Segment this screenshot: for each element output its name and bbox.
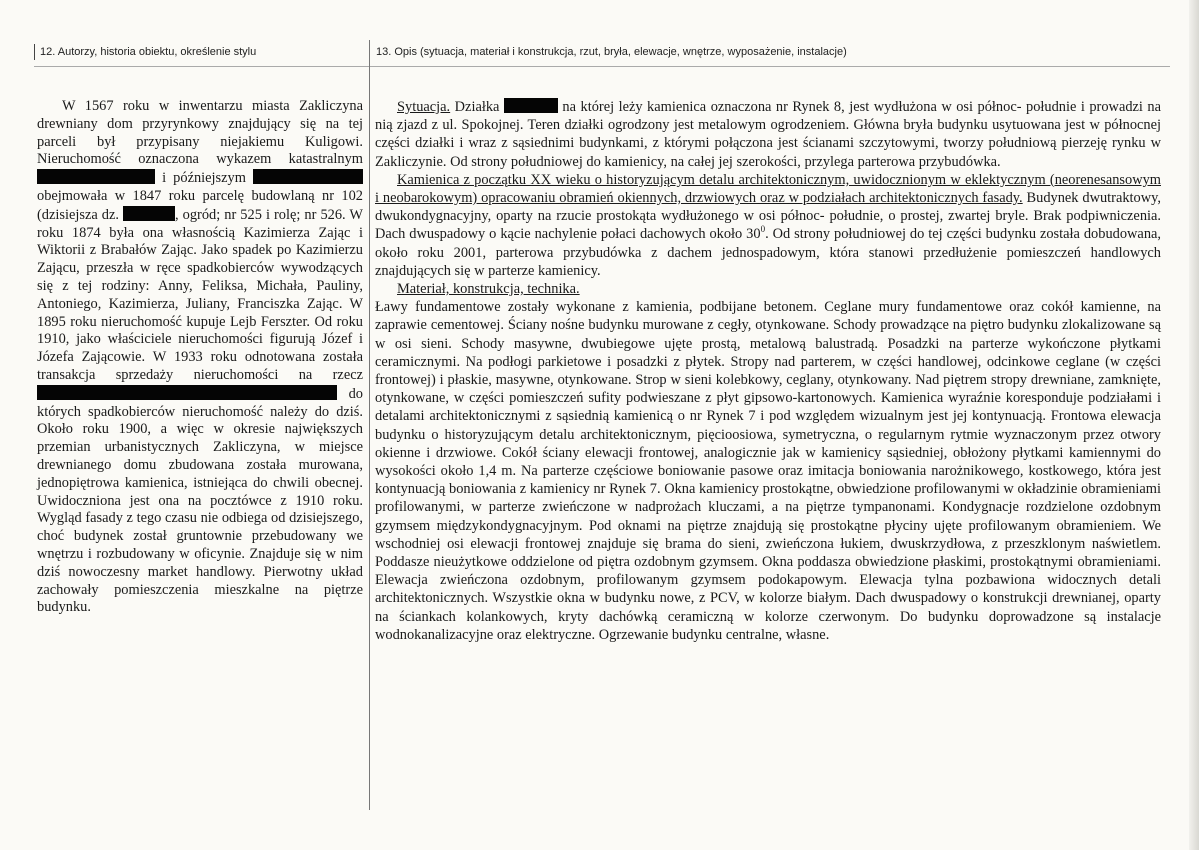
history-paragraph [37,98,363,617]
history-text-5: do których spadkobierców nieruchomość należy do dziś. Około roku 1900, a więc w okresie największych przemian urbanistycznych Zakliczyna, w miejsce drewnianego domu zbudowana została murowana, jednopiętrowa kamienica, istniejąca do chwili obecnej. Uwidoczniona jest ona na pocztówce z 1910 roku. Wygląd fasady z tego czasu nie odbiega od dzisiejszego, choć budynek został gruntownie przebudowany we wnętrzu i rozbudowany w oficynie. Znajduje się w nim dziś nowoczesny market handlowy. Pierwotny układ zachowały pomieszczenia mieszkalne na piętrze budynku. [37,385,363,616]
style-paragraph [375,171,1161,280]
redaction-box [253,169,363,184]
situation-heading: Sytuacja. [397,99,451,115]
header-divider [34,66,1170,67]
degree-superscript: 0 [760,224,766,235]
description-column [375,98,1161,644]
material-heading-paragraph [375,280,1161,298]
page-edge-shadow [1189,0,1199,850]
section-12-header: 12. Autorzy, historia obiektu, określenie stylu [40,46,257,58]
material-paragraph: Ławy fundamentowe zostały wykonane z kamienia, podbijane betonem. Ceglane mury fundamentowe oraz cokół kamienne, na zaprawie cementowej. Ściany nośne budynku murowane z cegły, otynkowane. Schody prowadzące na piętro budynku zlokalizowane są w osi sieni. Schody masywne, dwubiegowe ujęte prostą, metalową balustradą. Posadzki na parterze wykończone płytkami ceramicznymi. Na podłogi parkietowe i posadzki z płytek. Stropy nad parterem, w części handlowej, odcinkowe ceglane (w części frontowej) i płaskie, masywne, otynkowane. Strop w sieni kolebkowy, ceglany, otynkowany. Nad piętrem stropy drewniane, zamknięte, otynkowane, w części pomieszczeń sufity podwieszane z płyt gipsowo-kartonowych. Kamienica wyraźnie koresponduje podziałami i detalami architektonicznymi z sąsiednią kamienicą o nr Rynek 7 i pod względem wizualnym jest jej kontynuacją. Frontowa elewacja budynku o historyzującym detalu architektonicznym, pięcioosiowa, symetryczna, o regularnym rytmie wyznaczonym przez otwory okienne i drzwiowe. Cokół ściany elewacji frontowej, analogicznie jak w kamienicy sąsiedniej, obłożony płytkami kamiennymi do wysokości około 1,4 m. Na parterze częściowe boniowanie pasowe oraz imitacja boniowania narożnikowego, kostkowego, która jest kontynuacją boniowania z kamienicy nr Rynek 7. Okna kamienicy prostokątne, obwiedzione profilowanymi w okładzinie obramieniami profilowanymi, w parterze zwieńczone w nadprożach kluczami, a na piętrze tympanonami. Kondygnacje rozdzielone ozdobnym gzymsem międzykondygnacyjnym. Pod oknami na piętrze znajdują się prostokątne płyciny ujęte profilowanym obramieniem. We wschodniej osi elewacji frontowej znajduje się brama do sieni, zwieńczona łukiem, dwuskrzydłowa, z przeszklonym naświetlem. Poddasze nieużytkowe oddzielone od piętra ozdobnym gzymsem. Okna poddasza obwiedzione płaskimi, prostokątnymi obramieniami. Elewacja zwieńczona ozdobnym, profilowanym gzymsem podokapowym. Elewacja tylna pozbawiona widocznych detali architektonicznych. Wszystkie okna w budynku nowe, z PCV, w kolorze białym. Dach dwuspadowy o konstrukcji drewnianej, oparty na ściankach kolankowych, kryty dachówką ceramiczną w kolorze czerwonym. Do budynku doprowadzone są instalacje wodnokanalizacyjne oraz elektryczne. Ogrzewanie budynku centralne, własne. [375,299,1161,643]
situation-text-b: na której leży kamienica oznaczona nr Rynek 8, jest wydłużona w osi północ- południe i prowadzi na nią zjazd z ul. Spokojnej. Teren działki ogrodzony jest metalowym ogrodzeniem. Główna bryła budynku usytuowana jest w północnej części działki i wraz z sąsiednimi budynkami, z którymi połączona jest ścianami szczytowymi, tworzy południową pierzeję rynku w Zakliczynie. Od strony południowej do kamienicy, na całej jej szerokości, przylega parterowa przybudówka. [375,99,1161,170]
margin-marker [34,44,35,60]
history-text-2: i późniejszym [155,170,253,187]
section-13-header: 13. Opis (sytuacja, materiał i konstrukcja, rzut, bryła, elewacje, wnętrze, wyposażenie, instalacje) [376,46,847,58]
redaction-box [37,385,337,400]
history-text-1: W 1567 roku w inwentarzu miasta Zakliczyna drewniany dom przyrynkowy znajdujący się na tej parceli był przypisany niejakiemu Kuligowi. Nieruchomość oznaczona wykazem katastralnym [37,98,363,168]
situation-text-a: Działka [450,99,504,115]
style-text-b: . Od strony południowej do tej części budynku została dobudowana, około roku 2001, parterowa przybudówka z dachem jednospadowym, która stanowi przedłużenie pomieszczeń handlowych znajdujących się w parterze kamienicy. [375,226,1161,279]
material-heading: Materiał, konstrukcja, technika. [397,281,580,298]
history-text-4: , ogród; nr 525 i rolę; nr 526. W roku 1874 była ona własnością Kazimierza Zając i Wiktorii z Brabałów Zając. Jako spadek po Kazimierzu Zającu, przeszła w ręce spadkobierców wywodzących się z tej rodziny: Anny, Feliksa, Michała, Pauliny, Antoniego, Kazimierza, Juliany, Franciszka Zając. W 1895 roku nieruchomość kupuje Lejb Ferszter. Od roku 1910, jako właściciele nieruchomości figurują Józef i Józefa Zającowie. W 1933 roku odnotowana została transakcja sprzedaży nieruchomości na rzecz [37,206,363,383]
style-underlined-text: Kamienica z początku XX wieku o historyzującym detalu architektonicznym, uwidocznionym w eklektycznym (neorenesansowym i neobarokowym) opracowaniu obramień okiennych, drzwiowych oraz w podziałach architektonicznych fasady. [375,171,1161,207]
history-column [37,98,363,617]
redaction-box [504,98,558,113]
style-text-a: Budynek dwutraktowy, dwukondygnacyjny, oparty na rzucie prostokąta wydłużonego w osi północ- południe, o prostej, zwartej bryle. Brak podpiwniczenia. Dach dwuspadowy o kącie nachylenie połaci dachowych około 30 [375,190,1161,243]
redaction-box [37,169,155,184]
column-divider [369,40,370,810]
history-text-3: obejmowała w 1847 roku parcelę budowlaną nr 102 (dzisiejsza dz. [37,187,363,223]
situation-paragraph [375,98,1161,171]
redaction-box [123,206,175,221]
